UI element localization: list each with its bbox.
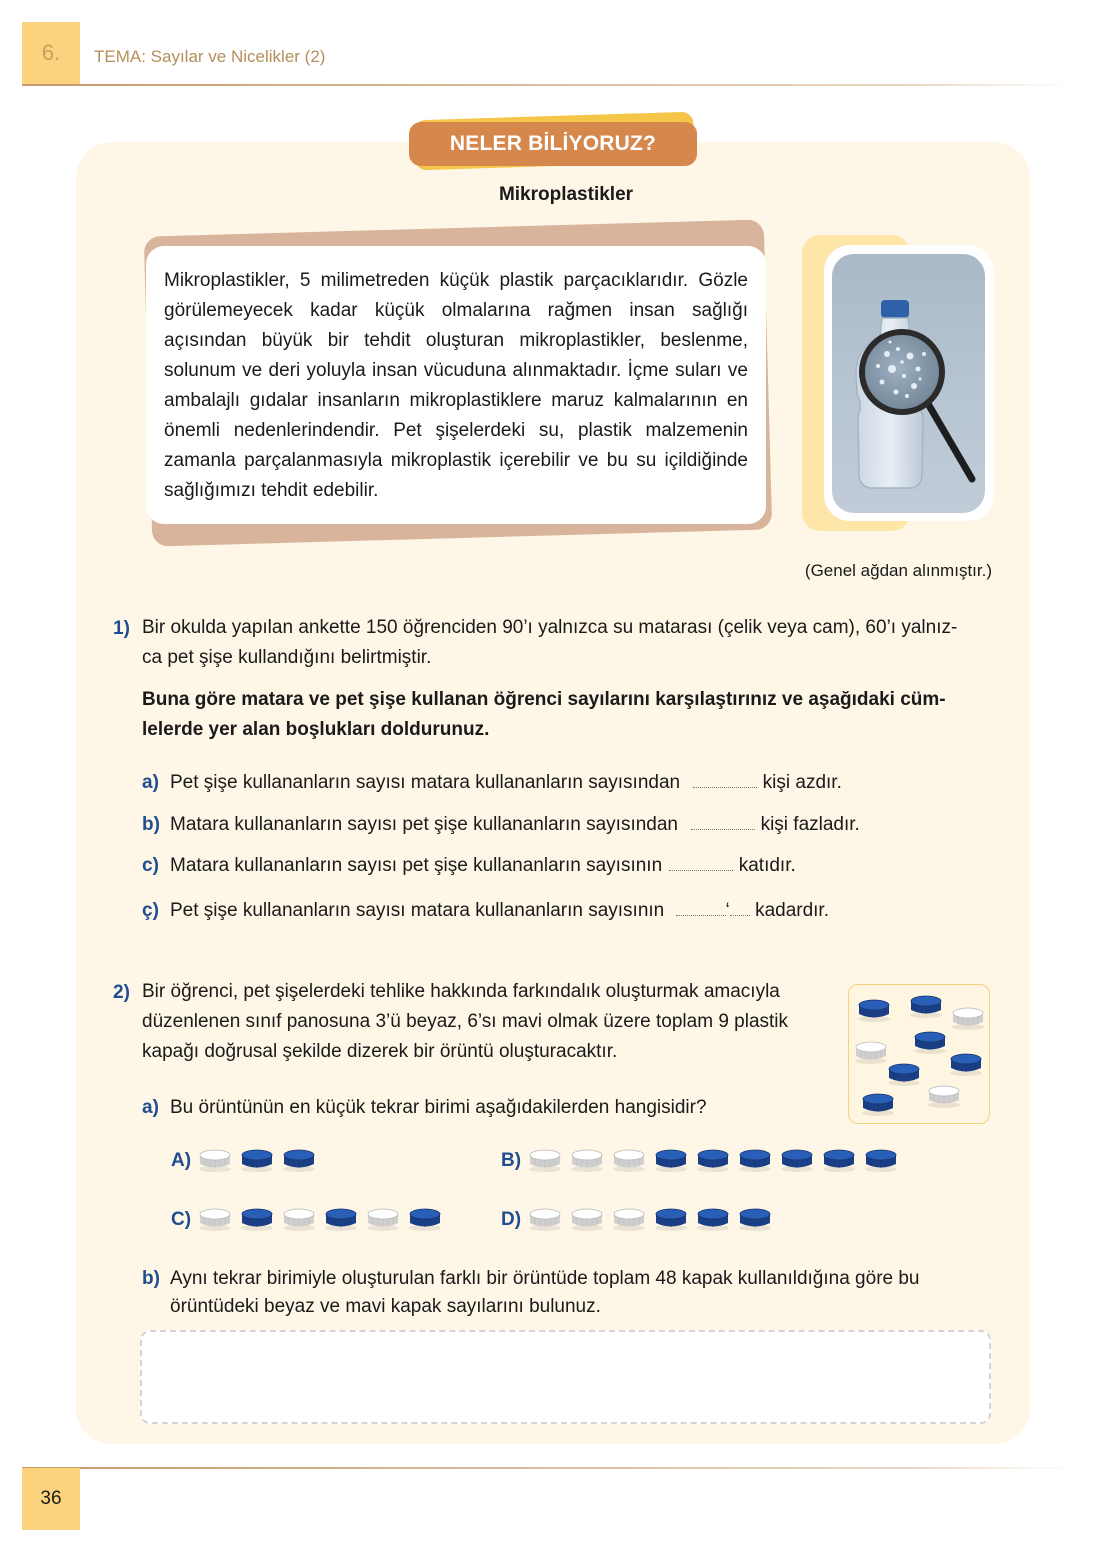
item-text: Pet şişe kullananların sayısı matara kullananların sayısından	[170, 772, 681, 793]
white-cap-icon	[198, 1206, 232, 1232]
white-cap-icon	[570, 1147, 604, 1173]
blank-a[interactable]	[693, 770, 757, 788]
item-suffix: kişi azdır.	[762, 772, 842, 793]
white-cap-icon	[612, 1206, 646, 1232]
q2-part-b-line1	[142, 1268, 920, 1296]
blue-cap-icon	[738, 1206, 772, 1232]
bottle-cap-icon	[951, 1005, 985, 1031]
blue-cap-icon	[324, 1206, 358, 1232]
q2-part-a	[142, 1097, 707, 1125]
item-label: a)	[142, 772, 159, 793]
q1-text-line1: Bir okulda yapılan ankette 150 öğrenciden 90’ı yalnızca su matarası (çelik veya cam), 60’ı yalnız-	[142, 617, 958, 638]
q2-part-b-line2: örüntüdeki beyaz ve mavi kapak sayılarını bulunuz.	[170, 1296, 601, 1317]
section-banner: NELER BİLİYORUZ?	[409, 122, 697, 166]
part-label: b)	[142, 1268, 160, 1289]
q2-text-line2: düzenlenen sınıf panosuna 3’ü beyaz, 6’sı mavi olmak üzere toplam 9 plastik	[142, 1011, 789, 1032]
plastic-bottle-magnifier-photo	[832, 254, 985, 513]
white-cap-icon	[528, 1147, 562, 1173]
article-text: Mikroplastikler, 5 milimetreden küçük plastik parçacıklarıdır. Gözle görülemeyecek kadar küçük olmalarına rağmen insan sağlığı açısından büyük bir tehdit oluşturan mikroplastikler, beslenme, solunum ve deri yoluyla insan vücuduna alınmaktadır. İçme suları ve ambalajlı gıdalar insanların mikroplastiklere maruz kalmalarının en önemli nedenlerindendir. Pet şişelerdeki su, plastik malzemenin zamanla parçalanmasıyla mikroplastik içerebilir ve bu su içildiğinde sağlığımızı tehdit edebilir.	[164, 270, 748, 501]
item-suffix: katıdır.	[738, 855, 796, 876]
item-label: ç)	[142, 900, 159, 921]
bottle-cap-icon	[913, 1029, 947, 1055]
white-cap-icon	[366, 1206, 400, 1232]
q2-text-line3: kapağı doğrusal şekilde dizerek bir örüntü oluşturacaktır.	[142, 1041, 618, 1062]
part-label: a)	[142, 1097, 159, 1118]
blue-cap-icon	[696, 1147, 730, 1173]
blue-cap-icon	[822, 1147, 856, 1173]
blue-cap-icon	[240, 1147, 274, 1173]
white-cap-icon	[570, 1206, 604, 1232]
white-cap-icon	[612, 1147, 646, 1173]
scattered-caps-illustration	[848, 984, 990, 1124]
part-b-text: Aynı tekrar birimiyle oluşturulan farklı bir örüntüde toplam 48 kapak kullanıldığına göre bu	[170, 1268, 920, 1289]
item-suffix: kadardır.	[755, 900, 829, 921]
q1-instruction-line2: lelerde yer alan boşlukları doldurunuz.	[142, 719, 490, 740]
blue-cap-icon	[696, 1206, 730, 1232]
blue-cap-icon	[282, 1147, 316, 1173]
white-cap-icon	[528, 1206, 562, 1232]
blue-cap-icon	[240, 1206, 274, 1232]
page-number: 36	[22, 1468, 80, 1530]
bottle-cap-icon	[909, 993, 943, 1019]
bottle-cap	[881, 300, 909, 318]
theme-title: TEMA: Sayılar ve Nicelikler (2)	[94, 47, 326, 66]
bottle-cap-icon	[927, 1083, 961, 1109]
blank-numerator[interactable]	[676, 898, 726, 916]
magnifier-handle	[927, 402, 972, 479]
item-text: Matara kullananların sayısı pet şişe kullananların sayısının	[170, 855, 663, 876]
article-title: Mikroplastikler	[498, 184, 634, 205]
q1-item-c-cedilla	[142, 898, 829, 926]
blank-b[interactable]	[691, 812, 755, 830]
blank-c[interactable]	[669, 853, 733, 871]
white-cap-icon	[198, 1147, 232, 1173]
text-card	[146, 246, 766, 524]
blue-cap-icon	[864, 1147, 898, 1173]
bottle-cap-icon	[887, 1061, 921, 1087]
q1-number: 1)	[113, 618, 130, 639]
blank-denominator[interactable]	[730, 898, 750, 916]
bottle-cap-icon	[949, 1051, 983, 1077]
bottle-cap-icon	[861, 1091, 895, 1117]
blue-cap-icon	[654, 1206, 688, 1232]
option-a-label[interactable]: A)	[171, 1150, 192, 1171]
item-mark: ‘	[725, 900, 730, 921]
header-divider	[22, 84, 1072, 86]
item-text: Pet şişe kullananların sayısı matara kullananların sayısının	[170, 900, 665, 921]
option-b-label[interactable]: B)	[501, 1150, 522, 1171]
option-c-label[interactable]: C)	[171, 1209, 192, 1230]
blue-cap-icon	[654, 1147, 688, 1173]
answer-area[interactable]	[140, 1330, 991, 1424]
q1-text-line2: ca pet şişe kullandığını belirtmiştir.	[142, 647, 432, 668]
magnifier-lens	[862, 332, 942, 412]
item-label: b)	[142, 814, 160, 835]
q2-text-line1: Bir öğrenci, pet şişelerdeki tehlike hakkında farkındalık oluşturmak amacıyla	[142, 981, 780, 1002]
item-text: Matara kullananların sayısı pet şişe kullananların sayısından	[170, 814, 678, 835]
q1-item-c	[142, 853, 796, 881]
blue-cap-icon	[738, 1147, 772, 1173]
source-note: (Genel ağdan alınmıştır.)	[804, 561, 992, 580]
bottle-cap-icon	[854, 1039, 888, 1065]
footer-divider	[22, 1467, 1072, 1469]
item-label: c)	[142, 855, 159, 876]
grade-badge: 6.	[22, 22, 80, 84]
part-a-question: Bu örüntünün en küçük tekrar birimi aşağıdakilerden hangisidir?	[170, 1097, 707, 1118]
q1-item-b	[142, 812, 860, 840]
white-cap-icon	[282, 1206, 316, 1232]
item-suffix: kişi fazladır.	[760, 814, 860, 835]
q1-instruction-line1: Buna göre matara ve pet şişe kullanan öğrenci sayılarını karşılaştırınız ve aşağıdaki cüm-	[142, 689, 946, 710]
q2-number: 2)	[113, 982, 130, 1003]
q1-item-a	[142, 770, 842, 798]
bottle-cap-icon	[857, 997, 891, 1023]
option-d-label[interactable]: D)	[501, 1209, 522, 1230]
blue-cap-icon	[408, 1206, 442, 1232]
blue-cap-icon	[780, 1147, 814, 1173]
